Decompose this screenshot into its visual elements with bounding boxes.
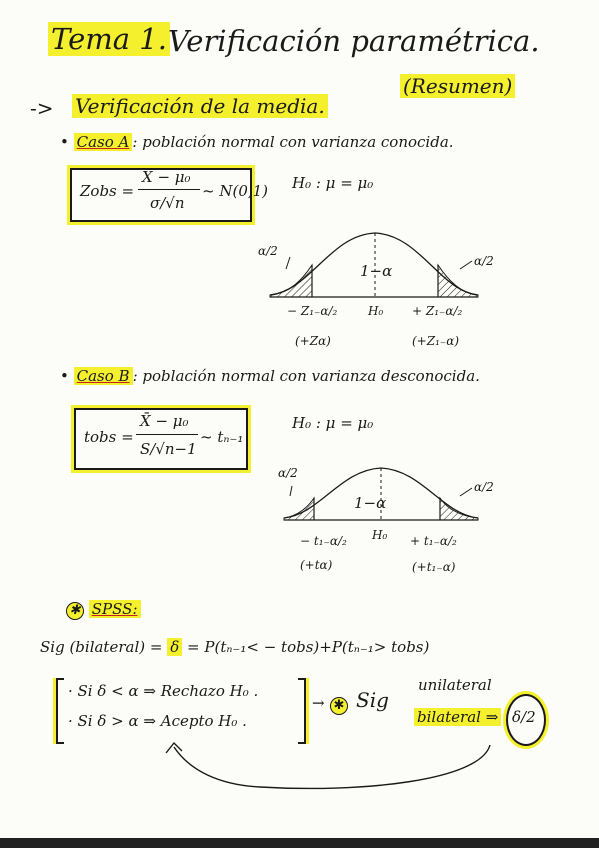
sig-label: Sig	[356, 688, 389, 712]
caseA-alt-left: (+Zα)	[295, 334, 331, 348]
sig-rhs: = P(tₙ₋₁< − tobs)+P(tₙ₋₁> tobs)	[187, 638, 430, 656]
sig-lhs: Sig (bilateral) =	[40, 638, 163, 656]
sig-delta: δ	[167, 638, 182, 656]
caseA-alpha-left: α/2	[258, 244, 278, 258]
unilateral-label: unilateral	[418, 676, 492, 694]
caseB-bullet: •	[60, 367, 69, 385]
return-arrow	[150, 735, 510, 795]
caseB-alt-left: (+tα)	[300, 558, 333, 572]
bilateral-text: bilateral ⇒	[414, 708, 501, 726]
caseB-tick-left: − t₁₋α/₂	[300, 534, 347, 548]
title-main	[48, 22, 170, 56]
resumen-text: (Resumen)	[400, 74, 515, 98]
caseA-den: σ/√n	[150, 194, 185, 212]
sig-star	[330, 694, 348, 715]
rules-arrow: →	[312, 694, 325, 712]
caseA-fraction-bar	[138, 189, 200, 190]
caseA-line	[60, 133, 454, 151]
caseB-alpha-left: α/2	[278, 466, 298, 480]
sig-formula	[40, 638, 429, 656]
caseA-hypothesis: H₀ : μ = μ₀	[292, 174, 374, 192]
rule-reject: · Si δ < α ⇒ Rechazo H₀ .	[68, 682, 259, 700]
caseA-center: 1−α	[360, 262, 393, 280]
resumen-label	[400, 74, 515, 98]
caseA-label: Caso A	[74, 133, 133, 151]
caseA-alt-right: (+Z₁₋α)	[412, 334, 460, 348]
title-tema: Tema 1.	[48, 22, 170, 56]
caseB-label: Caso B	[74, 367, 133, 385]
caseB-center: 1−α	[354, 494, 387, 512]
caseB-den: S/√n−1	[140, 440, 197, 458]
caseA-alpha-right: α/2	[474, 254, 494, 268]
caseB-alt-right: (+t₁₋α)	[412, 560, 456, 574]
bilateral-label	[414, 708, 501, 726]
caseB-hypothesis: H₀ : μ = μ₀	[292, 414, 374, 432]
caseA-num: X̄ − μ₀	[142, 168, 191, 186]
caseB-fraction-bar	[136, 434, 198, 435]
caseA-bullet: •	[60, 133, 69, 151]
caseB-num: X̄ − μ₀	[140, 412, 189, 430]
caseA-tick-right: + Z₁₋α/₂	[412, 304, 463, 318]
star-icon-2: ✱	[330, 697, 348, 715]
caseB-text: : población normal con varianza desconocida.	[132, 367, 480, 385]
title-sub: Verificación paramétrica.	[168, 24, 540, 58]
result-value: δ/2	[512, 708, 536, 726]
caseA-rhs: ~ N(0,1)	[202, 182, 269, 200]
rule-accept: · Si δ > α ⇒ Acepto H₀ .	[68, 712, 247, 730]
star-icon: ✱	[66, 602, 84, 620]
rules-bracket-left	[56, 678, 64, 744]
caseA-lhs: Zobs =	[80, 182, 135, 200]
caseB-alpha-right: α/2	[474, 480, 494, 494]
caseA-tick-mid: H₀	[368, 304, 384, 318]
section-arrow: ->	[30, 96, 54, 120]
caseB-tick-mid: H₀	[372, 528, 388, 542]
spss-header	[66, 600, 141, 620]
caseB-line	[60, 367, 480, 385]
caseB-tick-right: + t₁₋α/₂	[410, 534, 457, 548]
caseA-tick-left: − Z₁₋α/₂	[287, 304, 338, 318]
section-heading	[72, 94, 328, 118]
page-bottom-edge	[0, 838, 599, 848]
spss-label: SPSS:	[89, 600, 141, 618]
caseB-rhs: ~ tₙ₋₁	[200, 428, 244, 446]
caseB-lhs: tobs =	[84, 428, 134, 446]
section-heading-text: Verificación de la media.	[72, 94, 328, 118]
caseA-text: : población normal con varianza conocida.	[132, 133, 454, 151]
